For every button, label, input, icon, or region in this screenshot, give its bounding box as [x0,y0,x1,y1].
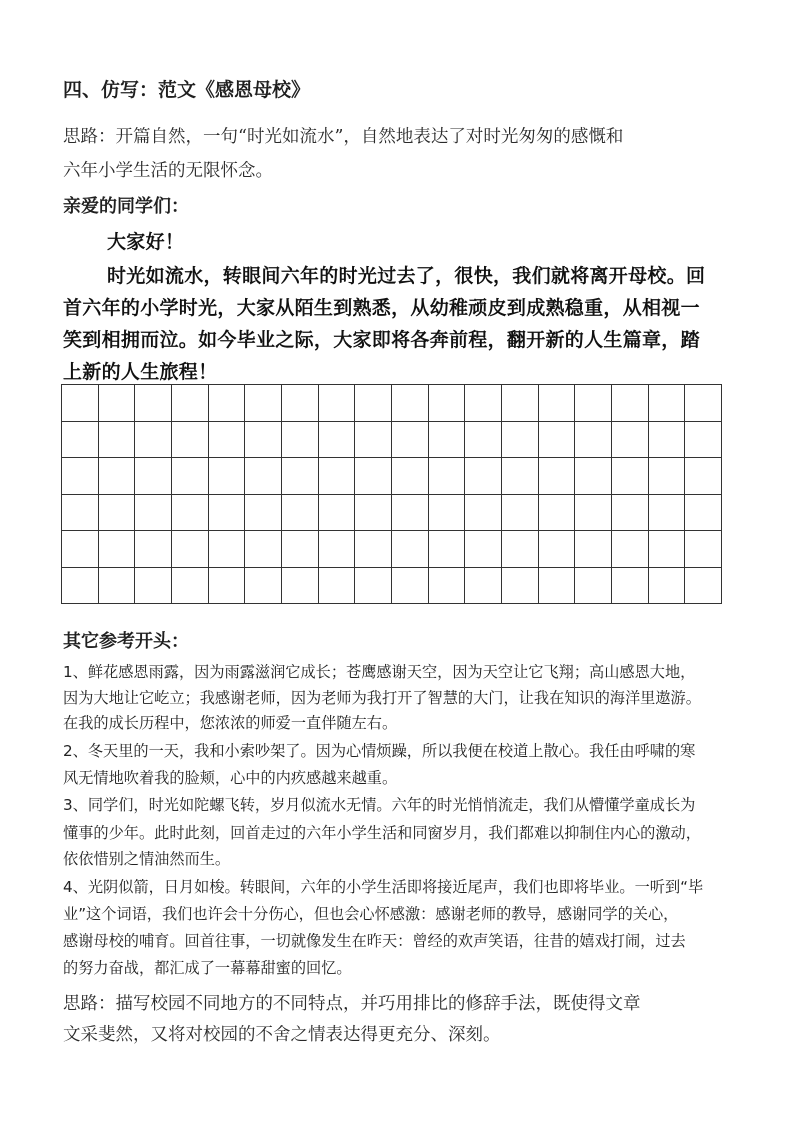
grid-cell [685,385,722,422]
grid-cell [135,458,172,495]
grid-cell [465,531,502,568]
grid-cell [172,568,209,605]
grid-cell [465,458,502,495]
grid-cell [62,422,99,459]
grid-cell [62,385,99,422]
grid-cell [612,495,649,532]
grid-cell [319,531,356,568]
grid-cell [355,422,392,459]
grid-cell [502,495,539,532]
grid-cell [99,568,136,605]
grid-cell [135,531,172,568]
grid-cell [209,495,246,532]
grid-cell [612,531,649,568]
grid-cell [685,495,722,532]
grid-cell [685,422,722,459]
essay-line-4: 上新的人生旅程！ [63,361,218,383]
grid-cell [539,385,576,422]
grid-cell [172,458,209,495]
grid-cell [319,422,356,459]
grid-cell [209,568,246,605]
grid-cell [209,422,246,459]
grid-cell [392,422,429,459]
grid-cell [649,568,686,605]
grid-cell [245,385,282,422]
grid-cell [319,385,356,422]
opening-line-2: 因为大地让它屹立；我感谢老师，因为老师为我打开了智慧的大门，让我在知识的海洋里遨游。 [63,689,701,707]
idea2-line-2: 文采斐然，又将对校园的不舍之情表达得更充分、深刻。 [63,1025,501,1045]
grid-cell [429,458,466,495]
grid-cell [209,385,246,422]
grid-cell [62,568,99,605]
grid-cell [282,422,319,459]
grid-cell [502,385,539,422]
grid-cell [429,531,466,568]
opening-line-4: 2、冬天里的一天，我和小索吵架了。因为心情烦躁，所以我便在校道上散心。我任由呼啸的寒 [63,742,696,760]
essay-line-3: 笑到相拥而泣。如今毕业之际，大家即将各奔前程，翻开新的人生篇章，踏 [63,329,700,351]
grid-cell [685,458,722,495]
grid-cell [392,385,429,422]
grid-cell [172,531,209,568]
grid-cell [539,495,576,532]
grid-cell [502,531,539,568]
grid-cell [319,568,356,605]
grid-cell [355,458,392,495]
grid-cell [99,385,136,422]
grid-cell [282,495,319,532]
grid-cell [575,568,612,605]
grid-cell [465,385,502,422]
grid-cell [135,422,172,459]
grid-cell [465,568,502,605]
grid-cell [539,531,576,568]
grid-cell [539,422,576,459]
grid-cell [355,385,392,422]
grid-cell [429,568,466,605]
section-title: 四、仿写：范文《感恩母校》 [63,79,311,101]
opening-line-3: 在我的成长历程中，您浓浓的师爱一直伴随左右。 [63,714,398,732]
writing-grid [61,384,722,604]
opening-line-7: 懂事的少年。此时此刻，回首走过的六年小学生活和同窗岁月，我们都难以抑制住内心的激动， [63,824,701,842]
grid-cell [282,458,319,495]
grid-cell [502,568,539,605]
grid-cell [429,495,466,532]
grid-cell [649,495,686,532]
opening-line-8: 依依惜别之情油然而生。 [63,850,231,868]
other-openings-title: 其它参考开头： [63,631,189,652]
grid-cell [612,458,649,495]
grid-cell [465,422,502,459]
grid-cell [245,531,282,568]
grid-cell [612,568,649,605]
grid-cell [575,385,612,422]
grid-cell [99,458,136,495]
essay-line-2: 首六年的小学时光，大家从陌生到熟悉，从幼稚顽皮到成熟稳重，从相视一 [63,297,700,319]
grid-cell [612,385,649,422]
opening-line-10: 业”这个词语，我们也许会十分伤心，但也会心怀感激：感谢老师的教导，感谢同学的关心， [63,905,679,923]
grid-cell [135,385,172,422]
opening-line-11: 感谢母校的哺育。回首往事，一切就像发生在昨天：曾经的欢声笑语，往昔的嬉戏打闹，过去 [63,932,686,950]
grid-cell [502,422,539,459]
grid-cell [282,568,319,605]
grid-cell [355,495,392,532]
grid-cell [282,531,319,568]
grid-cell [245,422,282,459]
grid-cell [575,458,612,495]
grid-cell [355,568,392,605]
grid-cell [319,495,356,532]
essay-greeting: 亲爱的同学们： [63,196,189,217]
grid-cell [135,495,172,532]
essay-hello: 大家好！ [107,231,185,253]
opening-line-12: 的努力奋战，都汇成了一幕幕甜蜜的回忆。 [63,959,352,977]
idea-line-2: 六年小学生活的无限怀念。 [63,161,273,181]
grid-cell [392,531,429,568]
grid-cell [209,531,246,568]
opening-line-1: 1、鲜花感恩雨露，因为雨露滋润它成长；苍鹰感谢天空，因为天空让它飞翔；高山感恩大地， [63,663,696,681]
grid-cell [99,531,136,568]
grid-cell [172,495,209,532]
grid-cell [539,568,576,605]
grid-cell [245,495,282,532]
opening-line-5: 风无情地吹着我的脸颊，心中的内疚感越来越重。 [63,769,398,787]
grid-cell [649,531,686,568]
grid-cell [62,531,99,568]
grid-cell [392,458,429,495]
grid-cell [355,531,392,568]
grid-cell [209,458,246,495]
grid-cell [62,495,99,532]
idea-line-1: 思路：开篇自然，一句“时光如流水”，自然地表达了对时光匆匆的感慨和 [63,127,624,147]
opening-line-6: 3、同学们，时光如陀螺飞转，岁月似流水无情。六年的时光悄悄流走，我们从懵懂学童成长为 [63,796,696,814]
idea2-line-1: 思路：描写校园不同地方的不同特点，并巧用排比的修辞手法，既使得文章 [63,994,641,1014]
grid-cell [392,495,429,532]
grid-cell [429,385,466,422]
grid-cell [575,422,612,459]
grid-cell [319,458,356,495]
grid-cell [245,568,282,605]
grid-cell [245,458,282,495]
grid-cell [172,385,209,422]
grid-cell [539,458,576,495]
essay-line-1: 时光如流水，转眼间六年的时光过去了，很快，我们就将离开母校。回 [107,265,706,287]
grid-cell [502,458,539,495]
grid-cell [575,531,612,568]
grid-cell [649,422,686,459]
grid-cell [172,422,209,459]
grid-cell [135,568,172,605]
grid-cell [62,458,99,495]
grid-cell [282,385,319,422]
grid-cell [649,385,686,422]
grid-cell [649,458,686,495]
grid-cell [465,495,502,532]
grid-cell [429,422,466,459]
grid-cell [575,495,612,532]
grid-cell [99,422,136,459]
grid-cell [392,568,429,605]
grid-cell [685,531,722,568]
grid-cell [612,422,649,459]
grid-cell [685,568,722,605]
grid-cell [99,495,136,532]
opening-line-9: 4、光阴似箭，日月如梭。转眼间，六年的小学生活即将接近尾声，我们也即将毕业。一听到“毕 [63,878,704,896]
